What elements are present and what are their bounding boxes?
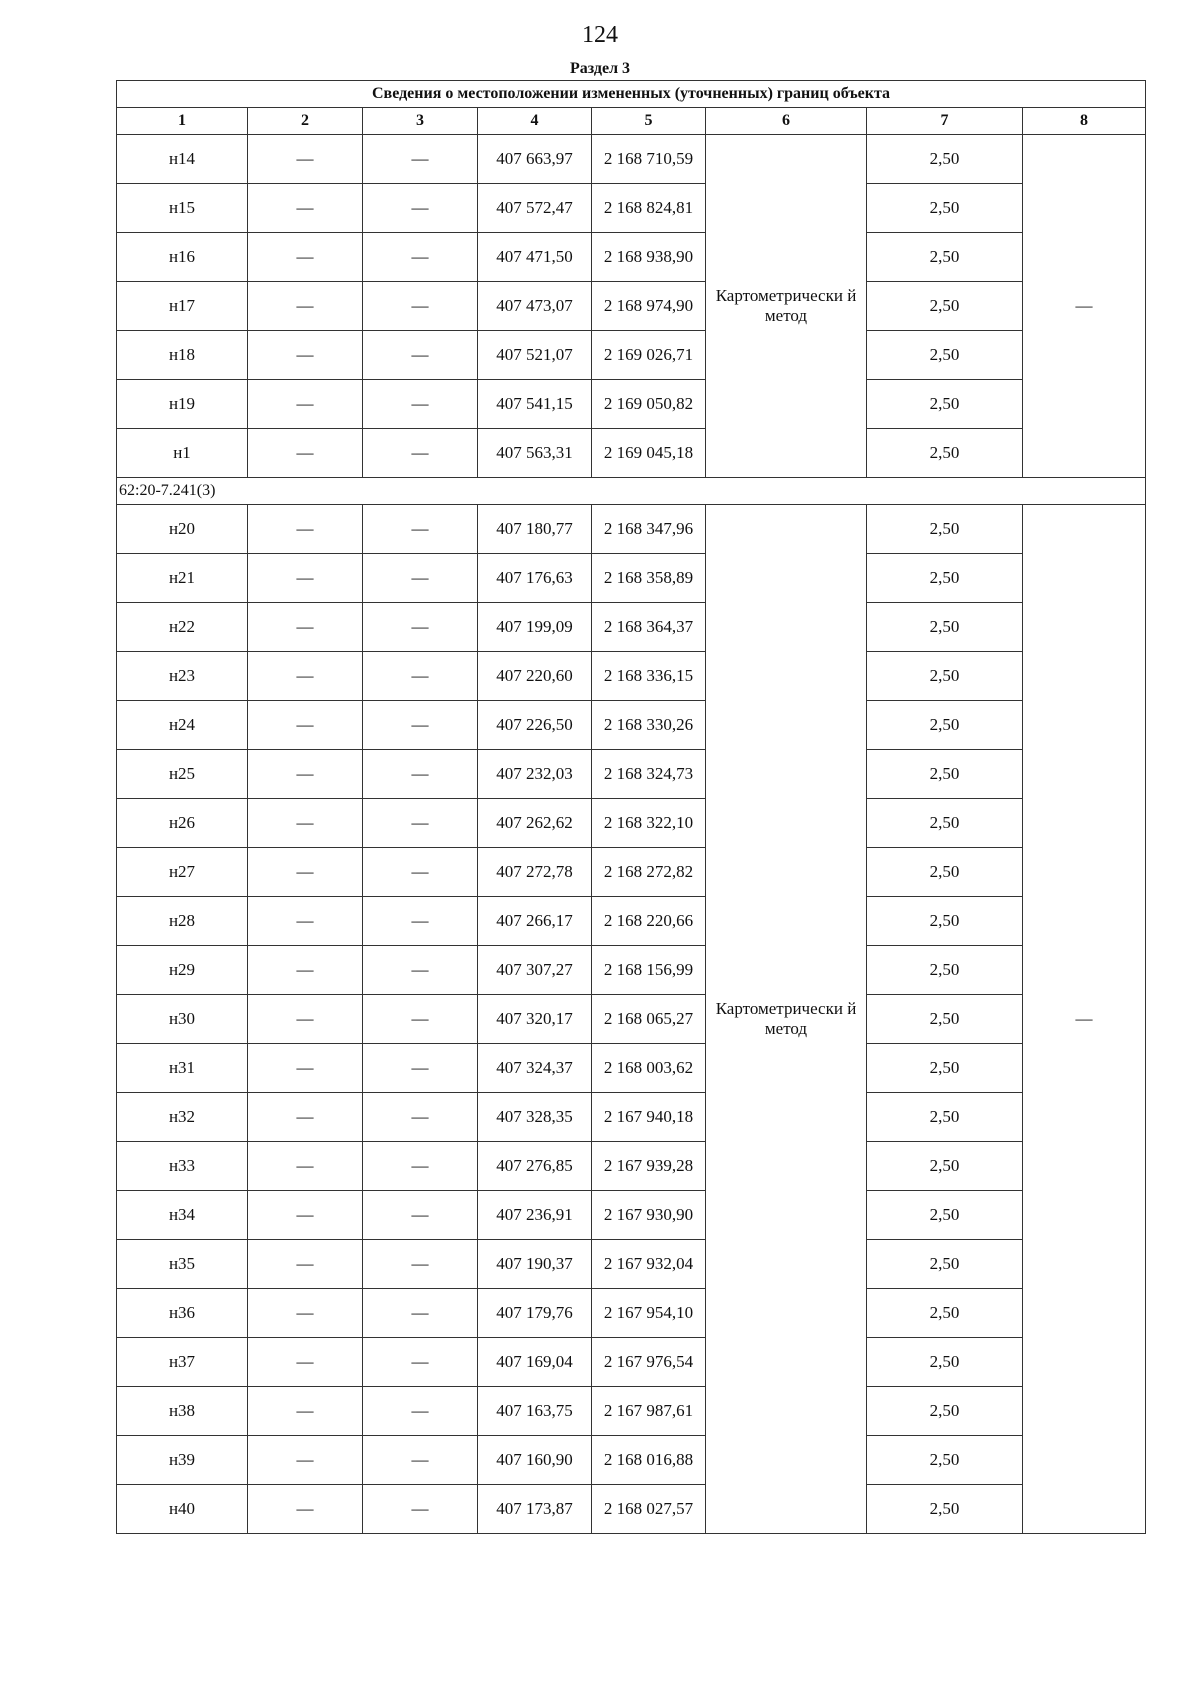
- col2-value: —: [248, 1338, 363, 1387]
- x-coordinate: 407 473,07: [478, 282, 592, 331]
- col3-value: —: [363, 848, 478, 897]
- accuracy-value: 2,50: [867, 652, 1023, 701]
- col2-value: —: [248, 750, 363, 799]
- accuracy-value: 2,50: [867, 135, 1023, 184]
- col3-value: —: [363, 135, 478, 184]
- y-coordinate: 2 168 322,10: [592, 799, 706, 848]
- point-name: н16: [117, 233, 248, 282]
- col2-value: —: [248, 603, 363, 652]
- table-row: [117, 1142, 1146, 1191]
- y-coordinate: 2 167 932,04: [592, 1240, 706, 1289]
- col2-value: —: [248, 135, 363, 184]
- table-caption-row: [117, 81, 1146, 108]
- table-row: [117, 331, 1146, 380]
- col2-value: —: [248, 331, 363, 380]
- x-coordinate: 407 541,15: [478, 380, 592, 429]
- y-coordinate: 2 168 065,27: [592, 995, 706, 1044]
- table-row: [117, 701, 1146, 750]
- section-title: Раздел 3: [569, 60, 631, 77]
- y-coordinate: 2 167 940,18: [592, 1093, 706, 1142]
- y-coordinate: 2 167 939,28: [592, 1142, 706, 1191]
- y-coordinate: 2 168 272,82: [592, 848, 706, 897]
- page-number: 124: [582, 22, 618, 48]
- accuracy-value: 2,50: [867, 1191, 1023, 1240]
- col3-value: —: [363, 233, 478, 282]
- point-name: н14: [117, 135, 248, 184]
- point-name: н19: [117, 380, 248, 429]
- accuracy-value: 2,50: [867, 1387, 1023, 1436]
- y-coordinate: 2 169 026,71: [592, 331, 706, 380]
- x-coordinate: 407 190,37: [478, 1240, 592, 1289]
- column-number: 4: [478, 108, 592, 135]
- point-name: н24: [117, 701, 248, 750]
- x-coordinate: 407 563,31: [478, 429, 592, 478]
- column-number: 5: [592, 108, 706, 135]
- table-row: [117, 1485, 1146, 1534]
- point-name: н26: [117, 799, 248, 848]
- col3-value: —: [363, 701, 478, 750]
- col3-value: —: [363, 897, 478, 946]
- table-row: [117, 1240, 1146, 1289]
- table-row: [117, 1093, 1146, 1142]
- col2-value: —: [248, 1289, 363, 1338]
- y-coordinate: 2 167 976,54: [592, 1338, 706, 1387]
- col3-value: —: [363, 1338, 478, 1387]
- col2-value: —: [248, 1240, 363, 1289]
- column-number: 8: [1023, 108, 1146, 135]
- x-coordinate: 407 220,60: [478, 652, 592, 701]
- point-name: н39: [117, 1436, 248, 1485]
- x-coordinate: 407 226,50: [478, 701, 592, 750]
- x-coordinate: 407 266,17: [478, 897, 592, 946]
- point-name: н37: [117, 1338, 248, 1387]
- point-name: н27: [117, 848, 248, 897]
- col3-value: —: [363, 429, 478, 478]
- col2-value: —: [248, 429, 363, 478]
- accuracy-value: 2,50: [867, 750, 1023, 799]
- y-coordinate: 2 168 027,57: [592, 1485, 706, 1534]
- accuracy-value: 2,50: [867, 848, 1023, 897]
- col2-value: —: [248, 1436, 363, 1485]
- point-name: н20: [117, 505, 248, 554]
- col3-value: —: [363, 1191, 478, 1240]
- col3-value: —: [363, 750, 478, 799]
- accuracy-value: 2,50: [867, 282, 1023, 331]
- point-name: н17: [117, 282, 248, 331]
- col2-value: —: [248, 701, 363, 750]
- y-coordinate: 2 168 336,15: [592, 652, 706, 701]
- point-name: н38: [117, 1387, 248, 1436]
- col2-value: —: [248, 995, 363, 1044]
- column-number: 3: [363, 108, 478, 135]
- accuracy-value: 2,50: [867, 505, 1023, 554]
- method-cell: Картометрически й метод: [706, 135, 867, 478]
- x-coordinate: 407 320,17: [478, 995, 592, 1044]
- table-row: [117, 603, 1146, 652]
- col2-value: —: [248, 1093, 363, 1142]
- column-number: 2: [248, 108, 363, 135]
- point-name: н32: [117, 1093, 248, 1142]
- point-name: н22: [117, 603, 248, 652]
- table-row: [117, 135, 1146, 184]
- x-coordinate: 407 236,91: [478, 1191, 592, 1240]
- table-row: [117, 1289, 1146, 1338]
- x-coordinate: 407 176,63: [478, 554, 592, 603]
- x-coordinate: 407 471,50: [478, 233, 592, 282]
- accuracy-value: 2,50: [867, 1338, 1023, 1387]
- accuracy-value: 2,50: [867, 897, 1023, 946]
- table-row: [117, 1338, 1146, 1387]
- col2-value: —: [248, 897, 363, 946]
- col3-value: —: [363, 1142, 478, 1191]
- col2-value: —: [248, 1387, 363, 1436]
- accuracy-value: 2,50: [867, 1289, 1023, 1338]
- x-coordinate: 407 180,77: [478, 505, 592, 554]
- accuracy-value: 2,50: [867, 799, 1023, 848]
- point-name: н29: [117, 946, 248, 995]
- table-row: [117, 848, 1146, 897]
- x-coordinate: 407 163,75: [478, 1387, 592, 1436]
- col2-value: —: [248, 1485, 363, 1534]
- col3-value: —: [363, 1485, 478, 1534]
- col2-value: —: [248, 233, 363, 282]
- parcel-label: 62:20-7.241(3): [117, 478, 1146, 505]
- accuracy-value: 2,50: [867, 554, 1023, 603]
- table-row: [117, 946, 1146, 995]
- column-number: 7: [867, 108, 1023, 135]
- y-coordinate: 2 168 974,90: [592, 282, 706, 331]
- col3-value: —: [363, 1093, 478, 1142]
- y-coordinate: 2 168 364,37: [592, 603, 706, 652]
- col3-value: —: [363, 652, 478, 701]
- col3-value: —: [363, 331, 478, 380]
- accuracy-value: 2,50: [867, 701, 1023, 750]
- col3-value: —: [363, 282, 478, 331]
- y-coordinate: 2 168 003,62: [592, 1044, 706, 1093]
- table-row: [117, 897, 1146, 946]
- table-row: [117, 1387, 1146, 1436]
- col2-value: —: [248, 554, 363, 603]
- accuracy-value: 2,50: [867, 1436, 1023, 1485]
- col3-value: —: [363, 1436, 478, 1485]
- x-coordinate: 407 572,47: [478, 184, 592, 233]
- x-coordinate: 407 521,07: [478, 331, 592, 380]
- point-name: н21: [117, 554, 248, 603]
- col2-value: —: [248, 652, 363, 701]
- accuracy-value: 2,50: [867, 603, 1023, 652]
- col2-value: —: [248, 282, 363, 331]
- accuracy-value: 2,50: [867, 1485, 1023, 1534]
- table-row: [117, 505, 1146, 554]
- table-row: [117, 750, 1146, 799]
- y-coordinate: 2 167 930,90: [592, 1191, 706, 1240]
- table-row: [117, 380, 1146, 429]
- accuracy-value: 2,50: [867, 184, 1023, 233]
- x-coordinate: 407 173,87: [478, 1485, 592, 1534]
- accuracy-value: 2,50: [867, 946, 1023, 995]
- point-name: н18: [117, 331, 248, 380]
- accuracy-value: 2,50: [867, 1093, 1023, 1142]
- col3-value: —: [363, 995, 478, 1044]
- y-coordinate: 2 168 347,96: [592, 505, 706, 554]
- point-name: н34: [117, 1191, 248, 1240]
- col2-value: —: [248, 380, 363, 429]
- col2-value: —: [248, 1142, 363, 1191]
- x-coordinate: 407 307,27: [478, 946, 592, 995]
- point-name: н33: [117, 1142, 248, 1191]
- col3-value: —: [363, 184, 478, 233]
- accuracy-value: 2,50: [867, 1044, 1023, 1093]
- parcel-label-row: [117, 478, 1146, 505]
- column-number: 1: [117, 108, 248, 135]
- boundary-coordinates-table: [116, 80, 1146, 1534]
- y-coordinate: 2 168 324,73: [592, 750, 706, 799]
- col2-value: —: [248, 848, 363, 897]
- col3-value: —: [363, 799, 478, 848]
- col3-value: —: [363, 1044, 478, 1093]
- table-row: [117, 554, 1146, 603]
- x-coordinate: 407 160,90: [478, 1436, 592, 1485]
- accuracy-value: 2,50: [867, 1240, 1023, 1289]
- y-coordinate: 2 168 938,90: [592, 233, 706, 282]
- col2-value: —: [248, 1191, 363, 1240]
- table-row: [117, 233, 1146, 282]
- col3-value: —: [363, 505, 478, 554]
- table-row: [117, 1044, 1146, 1093]
- y-coordinate: 2 168 220,66: [592, 897, 706, 946]
- x-coordinate: 407 663,97: [478, 135, 592, 184]
- method-cell: Картометрически й метод: [706, 505, 867, 1534]
- col8-cell: —: [1023, 135, 1146, 478]
- col3-value: —: [363, 554, 478, 603]
- col3-value: —: [363, 946, 478, 995]
- point-name: н36: [117, 1289, 248, 1338]
- accuracy-value: 2,50: [867, 1142, 1023, 1191]
- col3-value: —: [363, 1240, 478, 1289]
- col2-value: —: [248, 946, 363, 995]
- point-name: н28: [117, 897, 248, 946]
- y-coordinate: 2 168 156,99: [592, 946, 706, 995]
- table-row: [117, 429, 1146, 478]
- x-coordinate: 407 324,37: [478, 1044, 592, 1093]
- col2-value: —: [248, 505, 363, 554]
- y-coordinate: 2 168 330,26: [592, 701, 706, 750]
- point-name: н1: [117, 429, 248, 478]
- column-number: 6: [706, 108, 867, 135]
- col3-value: —: [363, 603, 478, 652]
- point-name: н35: [117, 1240, 248, 1289]
- x-coordinate: 407 179,76: [478, 1289, 592, 1338]
- x-coordinate: 407 328,35: [478, 1093, 592, 1142]
- accuracy-value: 2,50: [867, 995, 1023, 1044]
- table-caption: Сведения о местоположении измененных (уточненных) границ объекта: [117, 81, 1146, 108]
- col3-value: —: [363, 1387, 478, 1436]
- point-name: н30: [117, 995, 248, 1044]
- table-row: [117, 1191, 1146, 1240]
- x-coordinate: 407 262,62: [478, 799, 592, 848]
- y-coordinate: 2 169 045,18: [592, 429, 706, 478]
- table-row: [117, 1436, 1146, 1485]
- y-coordinate: 2 168 710,59: [592, 135, 706, 184]
- y-coordinate: 2 168 824,81: [592, 184, 706, 233]
- accuracy-value: 2,50: [867, 233, 1023, 282]
- accuracy-value: 2,50: [867, 429, 1023, 478]
- x-coordinate: 407 276,85: [478, 1142, 592, 1191]
- point-name: н40: [117, 1485, 248, 1534]
- col2-value: —: [248, 1044, 363, 1093]
- col3-value: —: [363, 1289, 478, 1338]
- accuracy-value: 2,50: [867, 331, 1023, 380]
- x-coordinate: 407 272,78: [478, 848, 592, 897]
- table-row: [117, 184, 1146, 233]
- y-coordinate: 2 167 987,61: [592, 1387, 706, 1436]
- point-name: н25: [117, 750, 248, 799]
- y-coordinate: 2 169 050,82: [592, 380, 706, 429]
- x-coordinate: 407 169,04: [478, 1338, 592, 1387]
- x-coordinate: 407 232,03: [478, 750, 592, 799]
- col2-value: —: [248, 799, 363, 848]
- x-coordinate: 407 199,09: [478, 603, 592, 652]
- y-coordinate: 2 168 016,88: [592, 1436, 706, 1485]
- table-row: [117, 652, 1146, 701]
- col2-value: —: [248, 184, 363, 233]
- table-row: [117, 282, 1146, 331]
- y-coordinate: 2 167 954,10: [592, 1289, 706, 1338]
- point-name: н31: [117, 1044, 248, 1093]
- col8-cell: —: [1023, 505, 1146, 1534]
- column-number-row: [117, 108, 1146, 135]
- table-row: [117, 995, 1146, 1044]
- point-name: н15: [117, 184, 248, 233]
- point-name: н23: [117, 652, 248, 701]
- table-row: [117, 799, 1146, 848]
- col3-value: —: [363, 380, 478, 429]
- accuracy-value: 2,50: [867, 380, 1023, 429]
- y-coordinate: 2 168 358,89: [592, 554, 706, 603]
